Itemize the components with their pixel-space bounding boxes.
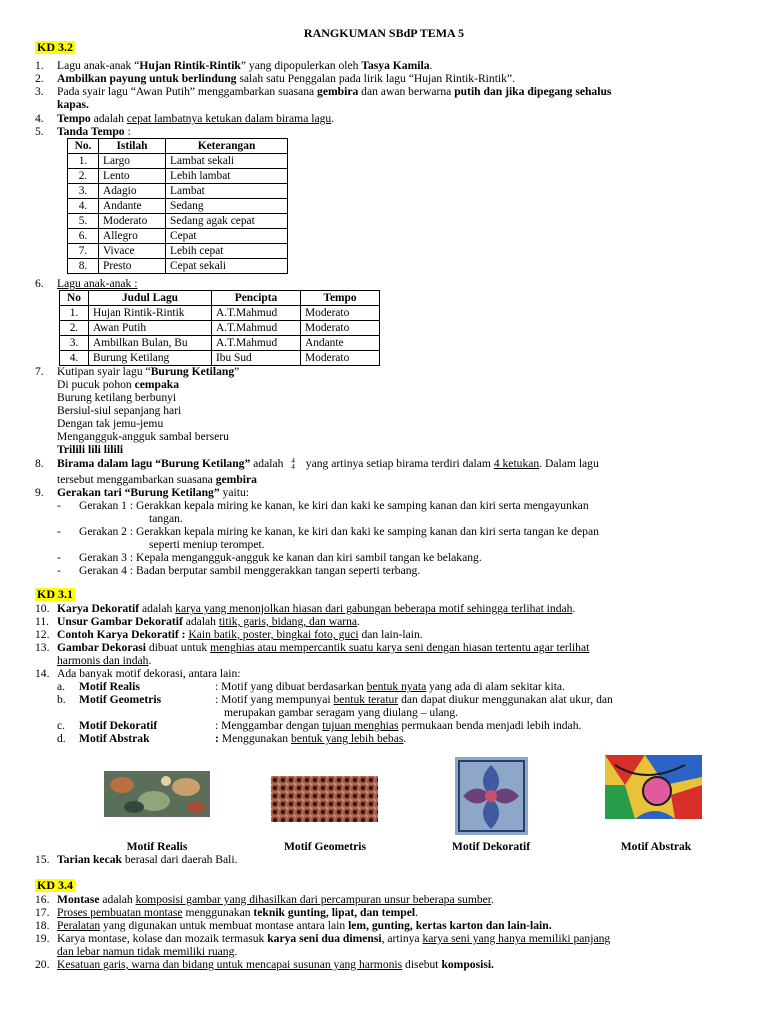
- table-cell: A.T.Mahmud: [212, 306, 301, 321]
- item-3-cont: kapas.: [57, 98, 89, 111]
- table-cell: Moderato: [301, 321, 380, 336]
- table-cell: Vivace: [99, 244, 166, 259]
- table-cell: 1.: [68, 154, 99, 169]
- table-row: [68, 229, 288, 244]
- table-header: Judul Lagu: [89, 291, 212, 306]
- motif-realis-image: [104, 771, 210, 817]
- table-header: Istilah: [99, 139, 166, 154]
- table-cell: Burung Ketilang: [89, 351, 212, 366]
- motif-b: b. Motif Geometris : Motif yang mempunyai bentuk teratur dan dapat diukur menggunakan alat ukur, dan: [57, 693, 613, 706]
- table-cell: Allegro: [99, 229, 166, 244]
- table-cell: Moderato: [99, 214, 166, 229]
- table-row: [60, 351, 380, 366]
- table-cell: 4.: [60, 351, 89, 366]
- table-cell: A.T.Mahmud: [212, 336, 301, 351]
- gerakan-1-cont: tangan.: [149, 512, 183, 525]
- table-header: Pencipta: [212, 291, 301, 306]
- table-cell: 8.: [68, 259, 99, 274]
- table-row: [68, 184, 288, 199]
- gerakan-4: - Gerakan 4 : Badan berputar sambil menggerakkan tangan seperti terbang.: [57, 564, 421, 577]
- table-cell: 4.: [68, 199, 99, 214]
- item-5: 5. Tanda Tempo :: [35, 125, 131, 138]
- motif-d: d. Motif Abstrak : Menggunakan bentuk yang lebih bebas.: [57, 732, 407, 745]
- item-1: 1. Lagu anak-anak “Hujan Rintik-Rintik” yang dipopulerkan oleh Tasya Kamila.: [35, 59, 433, 72]
- kd-3-1-label: KD 3.1: [37, 587, 73, 601]
- item-13: 13. Gambar Dekorasi dibuat untuk menghias atau mempercantik suatu karya seni dengan hiasan tertentu agar terlihat: [35, 641, 590, 654]
- item-19: 19. Karya montase, kolase dan mozaik termasuk karya seni dua dimensi, artinya karya seni yang hanya memiliki panjang: [35, 932, 611, 945]
- caption-motif-realis: Motif Realis: [126, 840, 188, 853]
- caption-motif-dekoratif: Motif Dekoratif: [451, 840, 531, 853]
- table-row: [68, 259, 288, 274]
- table-header: No.: [68, 139, 99, 154]
- table-cell: 6.: [68, 229, 99, 244]
- item-8-cont: tersebut menggambarkan suasana gembira: [57, 473, 257, 486]
- table-cell: Moderato: [301, 306, 380, 321]
- lyric-line-5: Mengangguk-angguk sambal berseru: [57, 430, 229, 443]
- motif-a: a. Motif Realis : Motif yang dibuat berdasarkan bentuk nyata yang ada di alam sekitar kita.: [57, 680, 565, 693]
- gerakan-2: - Gerakan 2 : Gerakkan kepala miring ke kanan, ke kiri dan kaki ke samping kanan dan kiri serta tangan ke depan: [57, 525, 599, 538]
- table-cell: Hujan Rintik-Rintik: [89, 306, 212, 321]
- lyric-line-1: Di pucuk pohon cempaka: [57, 378, 180, 391]
- item-4: 4. Tempo adalah cepat lambatnya ketukan dalam birama lagu.: [35, 112, 335, 125]
- item-20: 20. Kesatuan garis, warna dan bidang untuk mencapai susunan yang harmonis disebut komposisi.: [35, 958, 494, 971]
- table-row: [68, 169, 288, 184]
- table-cell: Cepat sekali: [166, 259, 288, 274]
- item-12: 12. Contoh Karya Dekoratif : Kain batik, poster, bingkai foto, guci dan lain-lain.: [35, 628, 423, 641]
- table-row: [68, 199, 288, 214]
- table-cell: 1.: [60, 306, 89, 321]
- caption-motif-abstrak: Motif Abstrak: [620, 840, 692, 853]
- motif-c: c. Motif Dekoratif : Menggambar dengan tujuan menghias permukaan benda menjadi lebih indah.: [57, 719, 582, 732]
- lyric-line-3: Bersiul-siul sepanjang hari: [57, 404, 182, 417]
- item-19-cont: dan lebar namun tidak memiliki ruang.: [57, 945, 238, 958]
- table-header-row: [60, 291, 380, 306]
- birama-fraction: 4 4: [291, 457, 295, 472]
- item-11: 11. Unsur Gambar Dekoratif adalah titik, garis, bidang, dan warna.: [35, 615, 360, 628]
- table-cell: 2.: [68, 169, 99, 184]
- item-3: 3. Pada syair lagu “Awan Putih” menggambarkan suasana gembira dan awan berwarna putih dan jika dipegang sehalus: [35, 85, 612, 98]
- item-8: 8. Birama dalam lagu “Burung Ketilang” adalah 4 4 yang artinya setiap birama terdiri dalam 4 ketukan. Dalam lagu: [35, 457, 599, 472]
- motif-abstrak-image: [605, 755, 702, 819]
- item-7: 7. Kutipan syair lagu “Burung Ketilang”: [35, 365, 240, 378]
- tempo-table: [67, 138, 288, 274]
- table-cell: 3.: [60, 336, 89, 351]
- table-row: [68, 214, 288, 229]
- table-row: [68, 244, 288, 259]
- item-14: 14. Ada banyak motif dekorasi, antara lain:: [35, 667, 241, 680]
- table-header: Keterangan: [166, 139, 288, 154]
- item-9: 9. Gerakan tari “Burung Ketilang” yaitu:: [35, 486, 249, 499]
- lyric-line-6: Trilili lili lilili: [57, 443, 124, 456]
- motif-b-cont: merupakan gambar seragam yang diulang – ulang.: [224, 706, 459, 719]
- table-row: [60, 321, 380, 336]
- item-16: 16. Montase adalah komposisi gambar yang dihasilkan dari percampuran unsur beberapa sumber.: [35, 893, 494, 906]
- motif-geometris-image: [271, 776, 378, 822]
- item-10: 10. Karya Dekoratif adalah karya yang menonjolkan hiasan dari gabungan beberapa motif sehingga terlihat indah.: [35, 602, 576, 615]
- table-row: [60, 306, 380, 321]
- table-cell: 5.: [68, 214, 99, 229]
- document-title: RANGKUMAN SBdP TEMA 5: [303, 26, 465, 40]
- lyric-line-4: Dengan tak jemu-jemu: [57, 417, 164, 430]
- table-cell: Sedang agak cepat: [166, 214, 288, 229]
- table-cell: Ibu Sud: [212, 351, 301, 366]
- table-header: No: [60, 291, 89, 306]
- table-cell: Lambat: [166, 184, 288, 199]
- gerakan-3: - Gerakan 3 : Kepala mengangguk-angguk ke kanan dan kiri sambil tangan ke belakang.: [57, 551, 482, 564]
- kd-3-2-label: KD 3.2: [37, 40, 73, 54]
- table-cell: Ambilkan Bulan, Bu: [89, 336, 212, 351]
- kd-3-4-label: KD 3.4: [37, 878, 73, 892]
- songs-table: [59, 290, 380, 366]
- table-cell: A.T.Mahmud: [212, 321, 301, 336]
- table-cell: Lambat sekali: [166, 154, 288, 169]
- table-cell: Andante: [301, 336, 380, 351]
- table-cell: Moderato: [301, 351, 380, 366]
- lyric-line-2: Burung ketilang berbunyi: [57, 391, 177, 404]
- item-13-cont: harmonis dan indah.: [57, 654, 152, 667]
- table-cell: Lebih lambat: [166, 169, 288, 184]
- table-cell: Largo: [99, 154, 166, 169]
- table-cell: Sedang: [166, 199, 288, 214]
- gerakan-1: - Gerakan 1 : Gerakkan kepala miring ke kanan, ke kiri dan kaki ke samping kanan dan kiri serta mengayunkan: [57, 499, 589, 512]
- table-cell: 3.: [68, 184, 99, 199]
- table-header: Tempo: [301, 291, 380, 306]
- item-2: 2. Ambilkan payung untuk berlindung salah satu Penggalan pada lirik lagu “Hujan Rintik-Rintik”.: [35, 72, 515, 85]
- table-cell: Adagio: [99, 184, 166, 199]
- item-17: 17. Proses pembuatan montase menggunakan teknik gunting, lipat, dan tempel.: [35, 906, 419, 919]
- caption-motif-geometris: Motif Geometris: [283, 840, 367, 853]
- table-cell: 2.: [60, 321, 89, 336]
- table-row: [60, 336, 380, 351]
- item-6: 6. Lagu anak-anak :: [35, 277, 138, 290]
- gerakan-2-cont: seperti meniup terompet.: [149, 538, 265, 551]
- motif-dekoratif-image: [455, 757, 528, 835]
- table-cell: Cepat: [166, 229, 288, 244]
- table-cell: Awan Putih: [89, 321, 212, 336]
- table-header-row: [68, 139, 288, 154]
- table-row: [68, 154, 288, 169]
- item-15: 15. Tarian kecak berasal dari daerah Bali.: [35, 853, 238, 866]
- table-cell: Lento: [99, 169, 166, 184]
- table-cell: Presto: [99, 259, 166, 274]
- table-cell: Andante: [99, 199, 166, 214]
- table-cell: Lebih cepat: [166, 244, 288, 259]
- table-cell: 7.: [68, 244, 99, 259]
- item-18: 18. Peralatan yang digunakan untuk membuat montase antara lain lem, gunting, kertas karton dan lain-lain.: [35, 919, 552, 932]
